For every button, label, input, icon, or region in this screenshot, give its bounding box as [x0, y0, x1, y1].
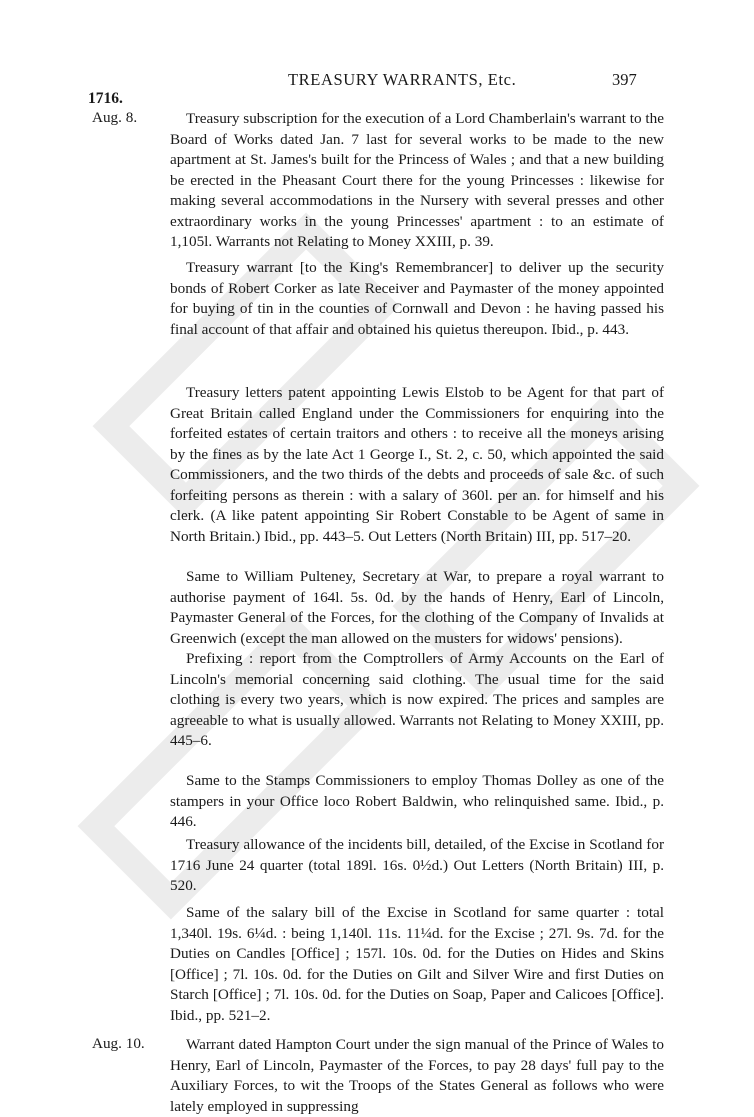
- entry-text: Treasury allowance of the incidents bill, detailed, of the Excise in Scotland for 1716 June 24 quarter (total 189l. 16s. 0½d.) Out Letters (North Britain) III, p. 520.: [170, 836, 664, 894]
- entry-text: Treasury letters patent appointing Lewis Elstob to be Agent for that part of Great Britain called England under the Commissioners for enquiring into the forfeited estates of certain traitors and others : to receive all the moneys arising by the fines as by the late Act 1 George I., St. 2, c. 50, which appointed the said Commissioners, and the two thirds of the debts and proceeds of sale &c. of such forfeiting persons as therein : with a salary of 360l. per an. for himself and his clerk. (A like patent appointing Sir Robert Constable to be Agent of same in North Britain.) Ibid., pp. 443–5. Out Letters (North Britain) III, pp. 517–20.: [170, 384, 664, 545]
- entry-text: Same to William Pulteney, Secretary at War, to prepare a royal warrant to authorise payment of 164l. 5s. 0d. by the hands of Henry, Earl of Lincoln, Paymaster General of the Forces, for the clothing of the Company of Invalids at Greenwich (except the man allowed on the musters for widows' pensions).: [170, 568, 664, 647]
- entry: [170, 835, 664, 897]
- entry: [170, 109, 664, 253]
- entry: [170, 771, 664, 833]
- entry-text: Prefixing : report from the Comptrollers of Army Accounts on the Earl of Lincoln's memorial concerning said clothing. The usual time for the said clothing is every two years, which is now expired. The prices and samples are agreeable to what is usually allowed. Warrants not Relating to Money XXIII, pp. 445–6.: [170, 650, 664, 749]
- entry-text: Same of the salary bill of the Excise in Scotland for same quarter : total 1,340l. 19s. 6¼d. : being 1,140l. 11s. 11¼d. for the Excise ; 27l. 9s. 7d. for the Duties on Candles [Office] ; 157l. 10s. 0d. for the Duties on Hides and Skins [Office] ; 7l. 10s. 0d. for the Duties on Gilt and Silver Wire and first Duties on Starch [Office] ; 7l. 10s. 0d. for the Duties on Soap, Paper and Calicoes [Office]. Ibid., pp. 521–2.: [170, 904, 664, 1024]
- entry: [170, 258, 664, 340]
- entry-date: Aug. 8.: [92, 109, 138, 126]
- entry-text: Same to the Stamps Commissioners to employ Thomas Dolley as one of the stampers in your Office loco Robert Baldwin, who relinquished same. Ibid., p. 446.: [170, 772, 664, 830]
- entry-text: Warrant dated Hampton Court under the sign manual of the Prince of Wales to Henry, Earl of Lincoln, Paymaster of the Forces, to pay 28 days' full pay to the Auxiliary Forces, to wit the Troops of the States General as follows who were lately employed in suppressing: [170, 1036, 664, 1115]
- entry: [170, 383, 664, 547]
- entry-text: Treasury subscription for the execution of a Lord Chamberlain's warrant to the Board of Works dated Jan. 7 last for several works to be made to the new apartment at St. James's built for the Princess of Wales ; and that a new building be erected in the Pheasant Court there for the young Princesses : likewise for making several accommodations in the Nursery with several presses and other extraordinary works in the young Princesses' apartment : to an estimate of 1,105l. Warrants not Relating to Money XXIII, p. 39.: [170, 110, 664, 250]
- year-marker: 1716.: [88, 90, 123, 107]
- entry-text: Treasury warrant [to the King's Remembrancer] to deliver up the security bonds of Robert Corker as late Receiver and Paymaster of the money appointed for buying of tin in the counties of Cornwall and Devon : he having passed his final account of that affair and obtained his quietus thereupon. Ibid., p. 443.: [170, 259, 664, 338]
- entry: [170, 903, 664, 1026]
- running-title: TREASURY WARRANTS, Etc.: [288, 70, 517, 89]
- entry-date: Aug. 10.: [92, 1035, 145, 1052]
- page-header: [0, 64, 754, 107]
- entry: [170, 1035, 664, 1117]
- page-number: 397: [612, 70, 637, 89]
- entry: [170, 567, 664, 752]
